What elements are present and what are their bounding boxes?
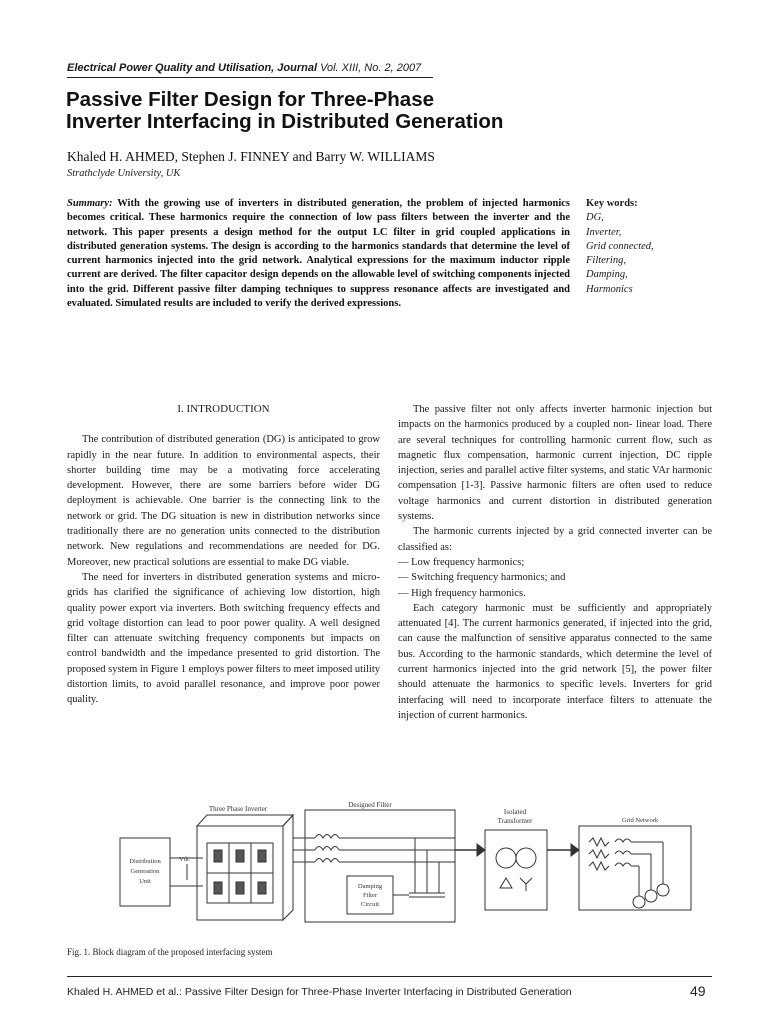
grid-inductor [615, 863, 631, 866]
dg-label-1: Distribution [129, 858, 161, 865]
filter-label: Designed Filter [348, 801, 392, 809]
list-item: — Low frequency harmonics; [398, 556, 525, 568]
running-footer: Khaled H. AHMED et al.: Passive Filter Design for Three-Phase Inverter Interfacing in Distributed Generation [67, 986, 572, 998]
dg-label-3: Unit [139, 878, 151, 885]
inverter-label: Three Phase Inverter [208, 805, 268, 813]
transformer-label-2: Transformer [497, 817, 533, 825]
grid-label: Grid Network [621, 817, 659, 824]
body-column-left [67, 402, 380, 708]
igbt-switch [214, 850, 222, 862]
igbt-switch [258, 850, 266, 862]
filter-box [305, 810, 455, 922]
abstract-text: With the growing use of inverters in distributed generation, the problem of injected harmonics becomes critical. These harmonics require the connection of low pass filters between the inverter and the network. This paper presents a design method for the output LC filter in grid coupled applications in distributed generation systems. The design is according to the harmonics standards that determine the level of current harmonics injected into the grid network. Analytical expressions for the maximum inductor ripple current are derived. The filter capacitor design depends on the allowable level of switching components injected into the grid. Different passive filter damping techniques to suppress resonance affects are investigated and evaluated. Simulated results are included to verify the derived expressions. [67, 198, 570, 310]
paragraph: The need for inverters in distributed generation systems and micro-grids has clarified the significance of achieving low distortion, high quality power export via inverters. Both switching frequency effects and grid voltage distortion can lead to poor power quality. A well designed filter can attenuate switching frequency components but impacts on control bandwidth and the impedance presented to grid distortion. The proposed system in Figure 1 employs power filters to meet imposed utility distortion limits, to avoid parallel resonance, and improve poor power quality. [67, 571, 380, 706]
inverter-box-top [197, 815, 293, 826]
paragraph: The harmonic currents injected by a grid connected inverter can be classified as: [398, 526, 712, 553]
abstract-label: Summary: [67, 198, 113, 209]
grid-inductor [615, 851, 631, 854]
list-item: — High frequency harmonics. [398, 587, 526, 599]
ac-source-icon [645, 890, 657, 902]
body-column-right [398, 402, 712, 723]
igbt-switch [236, 882, 244, 894]
paragraph: The passive filter not only affects inverter harmonic injection but impacts on the harmonics produced by a coupled non- linear load. There are several techniques for controlling harmonic current flow, such as magnetic flux compensation, harmonic current injection, DC ripple injection, series and parallel active filter systems, and static VAr harmonic compensation [1-3]. Passive harmonic filters are often used to reduce voltage harmonics and current distortion in distributed generation systems. [398, 404, 712, 523]
filter-inductor [315, 847, 339, 851]
vdc-label: Vdc [179, 856, 190, 863]
filter-inductor [315, 835, 339, 839]
damping-label-2: Filter [362, 892, 378, 899]
author-list: Khaled H. AHMED, Stephen J. FINNEY and Barry W. WILLIAMS [67, 149, 435, 164]
grid-resistor [589, 838, 609, 846]
abstract [67, 197, 570, 311]
igbt-switch [258, 882, 266, 894]
delta-winding-icon [500, 878, 512, 888]
transformer-label-1: Isolated [503, 808, 527, 816]
filter-inductor [315, 859, 339, 863]
block-diagram [115, 798, 695, 926]
keyword: Damping, [586, 269, 628, 281]
grid-resistor [589, 850, 609, 858]
damping-label-3: Circuit [360, 901, 380, 908]
affiliation: Strathclyde University, UK [67, 168, 181, 179]
footer-divider [67, 976, 712, 977]
section-heading: I. INTRODUCTION [177, 403, 270, 415]
page-number: 49 [690, 983, 706, 999]
keyword: Filtering, [586, 255, 626, 267]
grid-resistor [589, 862, 609, 870]
transformer-winding [516, 848, 536, 868]
journal-volume: Vol. XIII, No. 2, 2007 [320, 62, 422, 74]
journal-name: Electrical Power Quality and Utilisation, Journal [67, 62, 318, 74]
ac-source-icon [657, 884, 669, 896]
damping-label-1: Damping [357, 883, 383, 890]
igbt-switch [236, 850, 244, 862]
grid-inductor [615, 839, 631, 842]
keyword: DG, [586, 212, 604, 224]
keywords-title: Key words: [586, 198, 638, 209]
keyword: Grid connected, [586, 240, 654, 252]
paragraph: Each category harmonic must be sufficiently and appropriately attenuated [4]. The current harmonics generated, if injected into the grid, can cause the malfunction of sensitive apparatus connected to the same bus. According to the harmonic standards, which determine the level of current harmonics injected into the grid network [5], the power filter should attenuate the harmonics to specific levels. Inverters for grid interfacing will need to incorporate interface filters to attenuate the injection of current harmonics. [398, 602, 712, 721]
wye-winding-icon [520, 878, 532, 891]
keywords-block [586, 197, 706, 297]
keyword: Inverter, [586, 226, 622, 238]
list-item: — Switching frequency harmonics; and [398, 572, 566, 584]
paragraph: The contribution of distributed generation (DG) is anticipated to grow rapidly in the near future. In addition to environmental aspects, their shorter building time may be a motivating force accelerating development. However, there are some barriers before wider DG deployment is achievable. One barrier is the connecting link to the network or grid. The DG situation is new in distribution networks since traditionally there are no generation units connected to the distribution network. New regulations and recommendations are needed for DG. Moreover, new practical solutions are essential to make DG viable. [67, 434, 380, 568]
title-line-2: Inverter Interfacing in Distributed Generation [66, 110, 504, 133]
igbt-switch [214, 882, 222, 894]
journal-header [67, 62, 433, 78]
keyword: Harmonics [586, 283, 633, 295]
figure-caption: Fig. 1. Block diagram of the proposed interfacing system [67, 947, 273, 957]
paper-title [66, 89, 626, 133]
ac-source-icon [633, 896, 645, 908]
arrow-right-icon [571, 844, 579, 856]
transformer-box [485, 830, 547, 910]
dg-label-2: Generation [130, 868, 160, 875]
inverter-box-side [283, 815, 293, 920]
arrow-right-icon [477, 844, 485, 856]
figure-block-diagram [115, 798, 695, 926]
title-line-1: Passive Filter Design for Three-Phase [66, 88, 434, 111]
transformer-winding [496, 848, 516, 868]
